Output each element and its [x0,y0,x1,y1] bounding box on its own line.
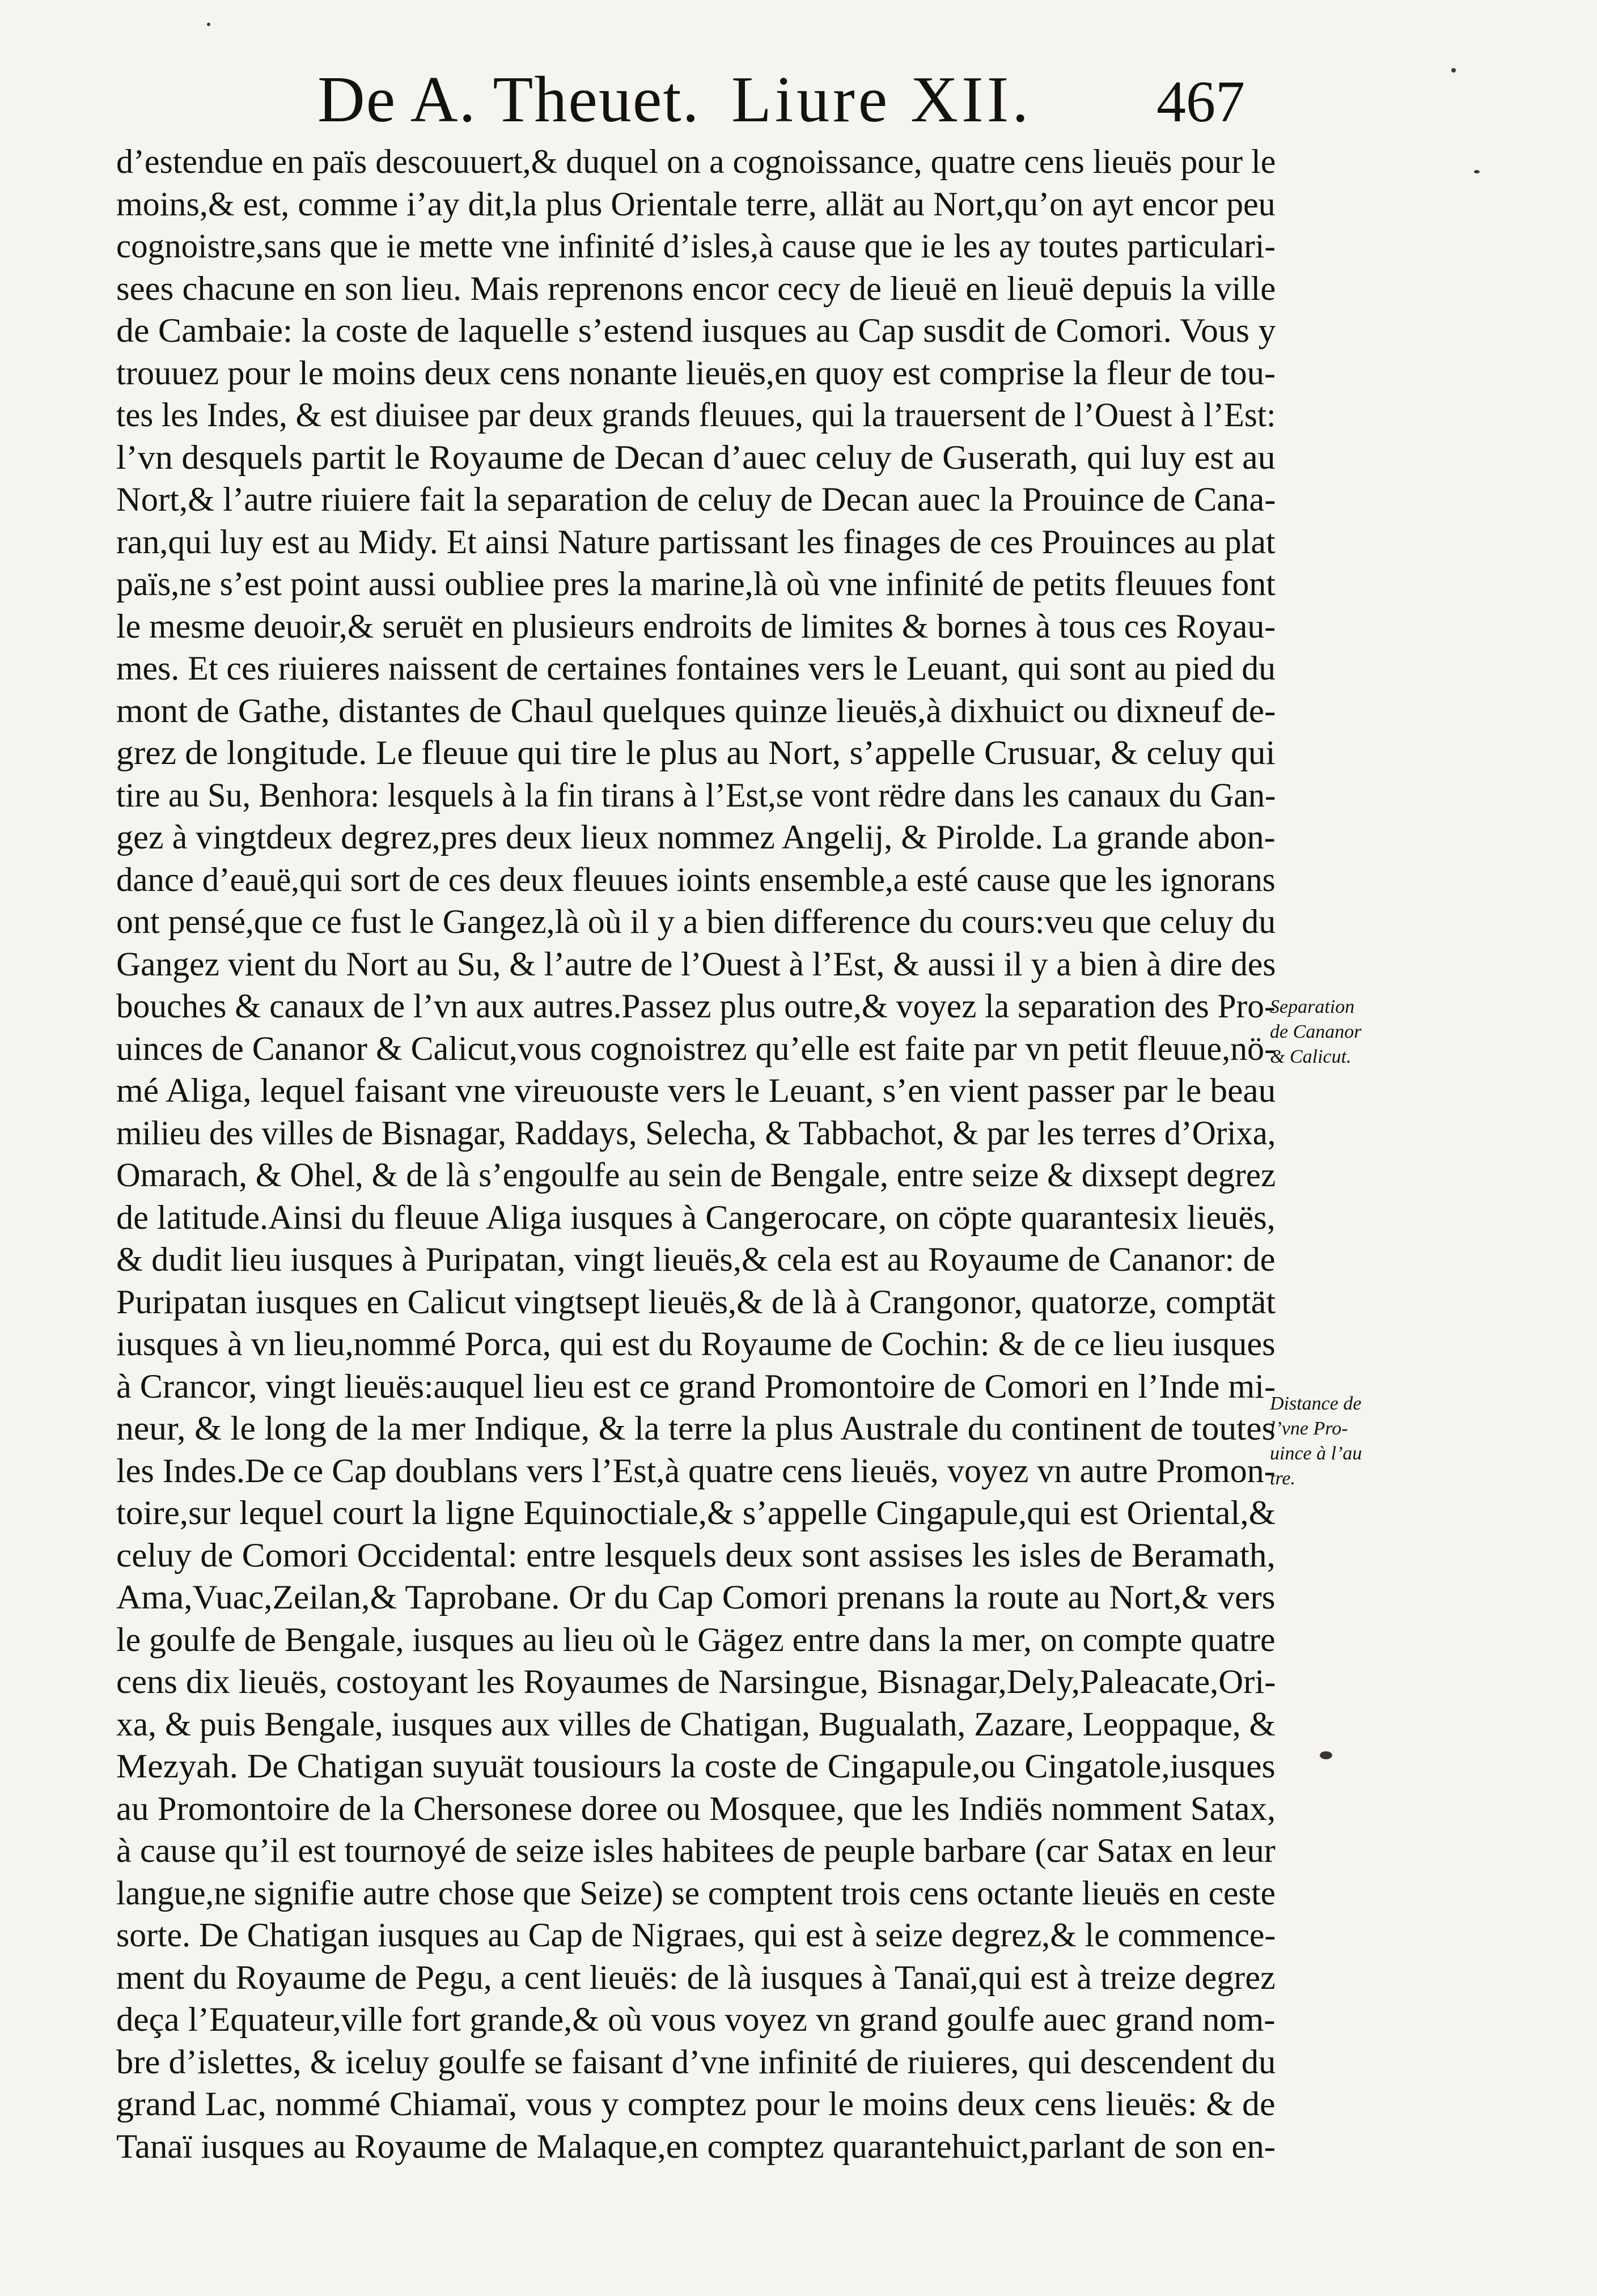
text-line: Puripatan iusques en Calicut vingtsept lieuës,& de là à Crangonor, quatorze, comptät [116,1283,1276,1321]
text-line: ran,qui luy est au Midy. Et ainsi Nature partissant les finages de ces Prouinces au plat [116,523,1276,561]
text-line: mes. Et ces riuieres naissent de certaines fontaines vers le Leuant, qui sont au pied du [116,650,1276,687]
ink-speck [1451,68,1456,73]
text-line: à Crancor, vingt lieuës:auquel lieu est ce grand Promontoire de Comori en l’Inde mi- [116,1367,1276,1405]
text-line: iusques à vn lieu,nommé Porca, qui est du Royaume de Cochin: & de ce lieu iusques [116,1325,1276,1363]
text-line: au Promontoire de la Chersonese doree ou Mosquee, que les Indiës nomment Satax, [116,1789,1276,1827]
marginal-note [1270,995,1362,1070]
text-line: ment du Royaume de Pegu, a cent lieuës: de là iusques à Tanaï,qui est à treize degrez [116,1958,1276,1996]
running-head-book: Liure XII. [731,63,1032,136]
text-line: bre d’islettes, & iceluy goulfe se faisant d’vne infinité de riuieres, qui descendent du [116,2043,1276,2081]
text-line: à cause qu’il est tournoyé de seize isles habitees de peuple barbare (car Satax en leur [116,1832,1276,1869]
marginal-note-line: uince à l’au [1270,1443,1362,1464]
text-line: Gangez vient du Nort au Su, & l’autre de l’Ouest à l’Est, & aussi il y a bien à dire des [116,945,1276,983]
text-line: cens dix lieuës, costoyant les Royaumes de Narsingue, Bisnagar,Dely,Paleacate,Ori- [116,1663,1276,1700]
text-line: cognoistre,sans que ie mette vne infinité d’isles,à cause que ie les ay toutes particulari- [116,227,1276,265]
text-line: tire au Su, Benhora: lesquels à la fin tirans à l’Est,se vont rëdre dans les canaux du Gan- [116,776,1276,814]
ink-speck [207,23,210,26]
text-line: le goulfe de Bengale, iusques au lieu où le Gägez entre dans la mer, on compte quatre [116,1620,1276,1658]
text-line: Nort,& l’autre riuiere fait la separation de celuy de Decan auec la Prouince de Cana- [116,481,1276,518]
text-line: uinces de Cananor & Calicut,vous cognoistrez qu’elle est faite par vn petit fleuue,nö- [116,1029,1276,1067]
text-line: neur, & le long de la mer Indique, & la terre la plus Australe du continent de toutes [116,1410,1276,1447]
running-head [317,62,1281,136]
text-line: dance d’eauë,qui sort de ces deux fleuues ioints ensemble,a esté cause que les ignorans [116,860,1276,898]
text-line: bouches & canaux de l’vn aux autres.Passez plus outre,& voyez la separation des Pro- [116,987,1276,1025]
text-line: langue,ne signifie autre chose que Seize) se comptent trois cens octante lieuës en ceste [116,1874,1276,1912]
text-line: d’estendue en païs descouuert,& duquel on a cognoissance, quatre cens lieuës pour le [116,143,1276,180]
marginal-note-line: Distance de [1270,1393,1362,1414]
text-line: & dudit lieu iusques à Puripatan, vingt lieuës,& cela est au Royaume de Cananor: de [116,1241,1276,1278]
marginal-note-line: Separation [1270,996,1355,1017]
text-line: l’vn desquels partit le Royaume de Decan d’auec celuy de Guserath, qui luy est au [116,438,1276,476]
marginal-note-line: & Calicut. [1270,1046,1352,1067]
text-line: païs,ne s’est point aussi oubliee pres la marine,là où vne infinité de petits fleuues font [116,565,1276,602]
text-line: xa, & puis Bengale, iusques aux villes de Chatigan, Bugualath, Zazare, Leoppaque, & [116,1705,1276,1743]
text-line: trouuez pour le moins deux cens nonante lieuës,en quoy est comprise la fleur de tou- [116,354,1276,392]
text-line: gez à vingtdeux degrez,pres deux lieux nommez Angelij, & Pirolde. La grande abon- [116,818,1276,856]
text-line: Tanaï iusques au Royaume de Malaque,en comptez quarantehuict,parlant de son en- [116,2127,1276,2165]
text-line: Mezyah. De Chatigan suyuät tousiours la coste de Cingapule,ou Cingatole,iusques [116,1747,1276,1785]
marginal-note-line: de Cananor [1270,1021,1362,1042]
text-line: grez de longitude. Le fleuue qui tire le plus au Nort, s’appelle Crusuar, & celuy qui [116,734,1276,771]
text-line: grand Lac, nommé Chiamaï, vous y comptez pour le moins deux cens lieuës: & de [116,2085,1276,2123]
text-line: sorte. De Chatigan iusques au Cap de Nigraes, qui est à seize degrez,& le commence- [116,1916,1276,1954]
text-line: de latitude.Ainsi du fleuue Aliga iusques à Cangerocare, on cöpte quarantesix lieuës, [116,1198,1276,1236]
text-line: sees chacune en son lieu. Mais reprenons encor cecy de lieuë en lieuë depuis la ville [116,269,1276,307]
text-line: tes les Indes, & est diuisee par deux grands fleuues, qui la trauersent de l’Ouest à l’Est: [116,396,1276,434]
text-line: deça l’Equateur,ville fort grande,& où vous voyez vn grand goulfe auec grand nom- [116,2001,1276,2038]
text-line: ont pensé,que ce fust le Gangez,là où il y a bien difference du cours:veu que celuy du [116,903,1276,940]
text-line: moins,& est, comme i’ay dit,la plus Orientale terre, allät au Nort,qu’on ayt encor peu [116,185,1276,223]
text-line: de Cambaie: la coste de laquelle s’estend iusques au Cap susdit de Comori. Vous y [116,312,1276,349]
text-line: mont de Gathe, distantes de Chaul quelques quinze lieuës,à dixhuict ou dixneuf de- [116,691,1276,729]
text-line: celuy de Comori Occidental: entre lesquels deux sont assises les isles de Beramath, [116,1536,1276,1574]
text-line: Omarach, & Ohel, & de là s’engoulfe au sein de Bengale, entre seize & dixsept degrez [116,1156,1276,1194]
text-line: le mesme deuoir,& seruët en plusieurs endroits de limites & bornes à tous ces Royau- [116,607,1276,645]
page-number: 467 [1157,69,1245,134]
marginal-note-line: tre. [1270,1468,1296,1489]
text-line: mé Aliga, lequel faisant vne vireuouste vers le Leuant, s’en vient passer par le beau [116,1072,1276,1109]
main-text-block [116,141,1276,2167]
text-line: milieu des villes de Bisnagar, Raddays, Selecha, & Tabbachot, & par les terres d’Orixa, [116,1114,1276,1152]
ink-speck [1474,170,1480,173]
text-line: toire,sur lequel court la ligne Equinoctiale,& s’appelle Cingapule,qui est Oriental,& [116,1494,1276,1531]
ink-speck [1320,1751,1332,1759]
marginal-note [1270,1391,1362,1491]
text-line: les Indes.De ce Cap doublans vers l’Est,à quatre cens lieuës, voyez vn autre Promon- [116,1452,1276,1489]
text-line: Ama,Vuac,Zeilan,& Taprobane. Or du Cap Comori prenans la route au Nort,& vers [116,1578,1276,1616]
marginal-note-line: l’vne Pro- [1270,1418,1348,1439]
running-head-author: De A. Theuet. [317,63,700,136]
